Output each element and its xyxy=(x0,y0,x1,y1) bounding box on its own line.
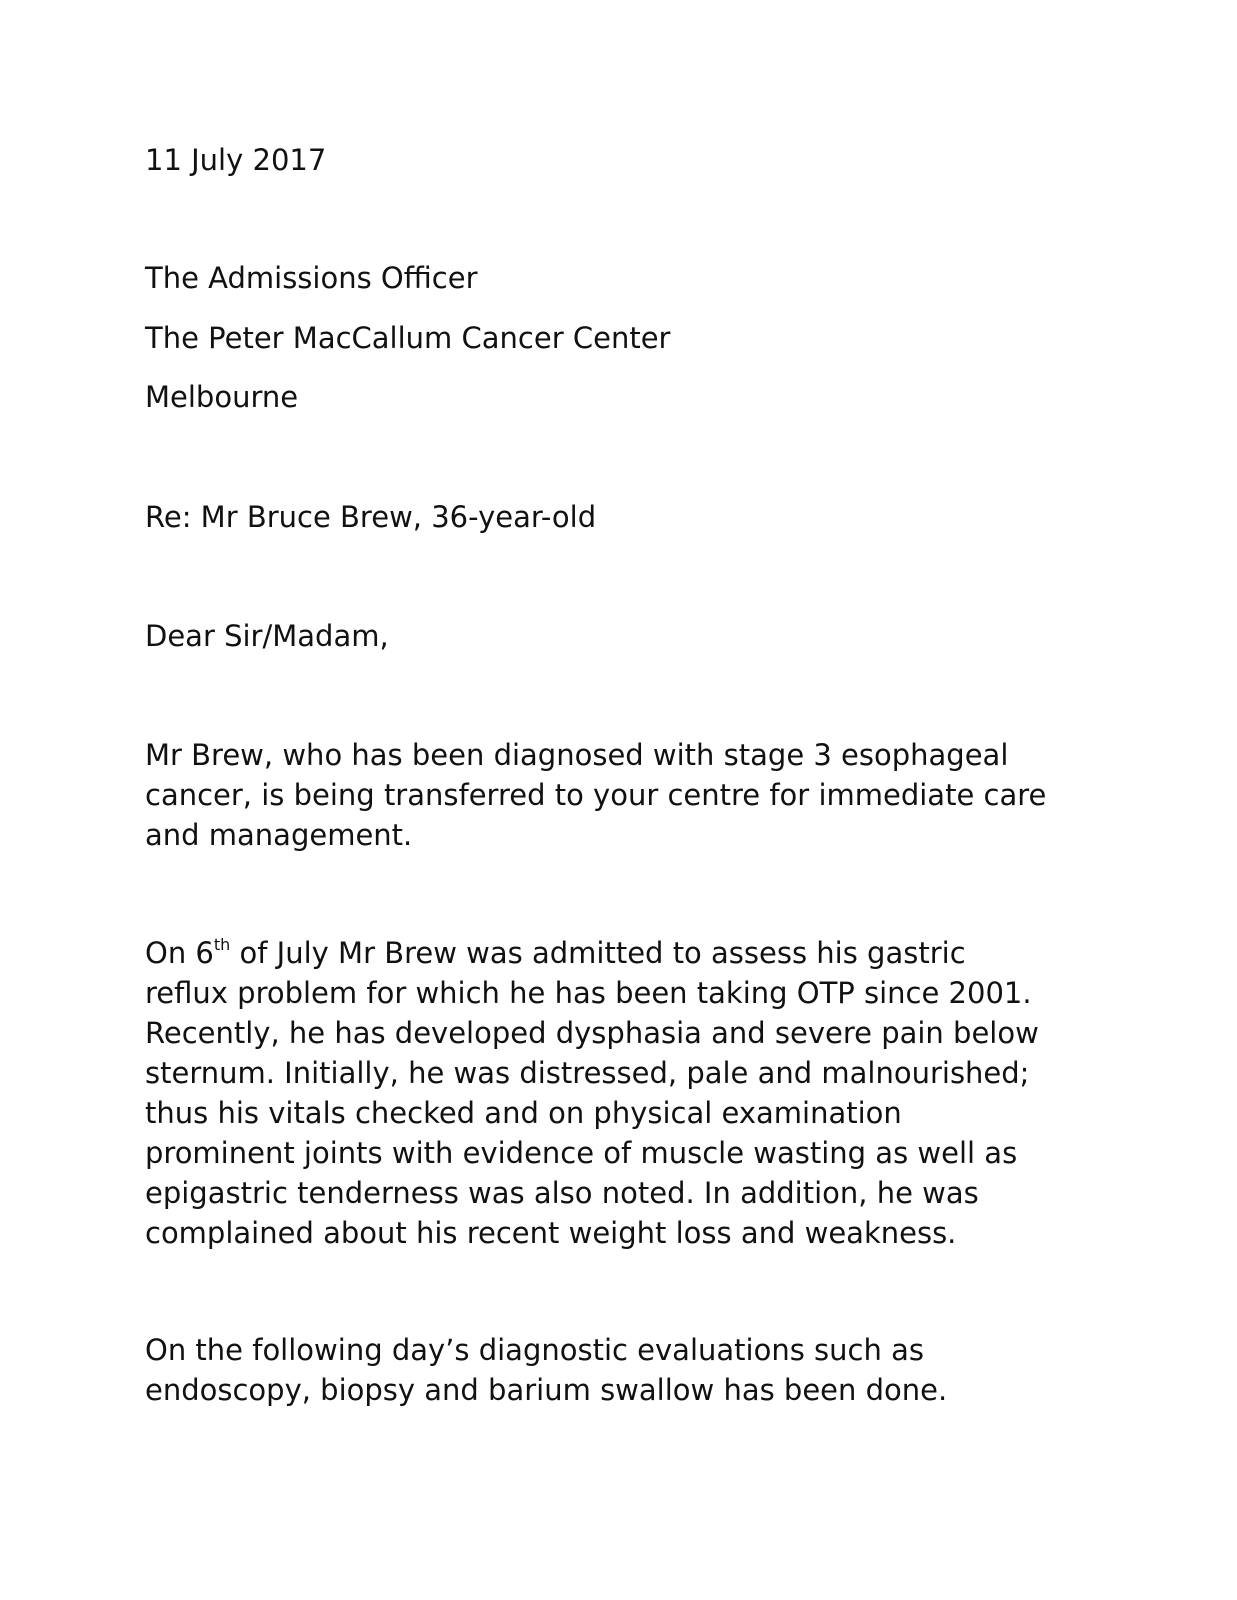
recipient-organization: The Peter MacCallum Cancer Center xyxy=(145,321,671,355)
paragraph-line: sternum. Initially, he was distressed, pale and malnourished; xyxy=(145,1056,1030,1090)
recipient-title: The Admissions Officer xyxy=(145,261,478,295)
subject-line: Re: Mr Bruce Brew, 36-year-old xyxy=(145,500,597,534)
line-prefix: On 6 xyxy=(145,936,214,970)
paragraph-line: complained about his recent weight loss and weakness. xyxy=(145,1216,957,1250)
paragraph-line: Recently, he has developed dysphasia and severe pain below xyxy=(145,1016,1039,1050)
line-suffix: of July Mr Brew was admitted to assess his gastric xyxy=(230,936,966,970)
recipient-city: Melbourne xyxy=(145,380,299,414)
paragraph-line: cancer, is being transferred to your centre for immediate care xyxy=(145,778,1047,812)
paragraph-transfer xyxy=(145,735,1105,855)
paragraph-line: Mr Brew, who has been diagnosed with stage 3 esophageal xyxy=(145,738,1009,772)
paragraph-line: On the following day’s diagnostic evaluations such as xyxy=(145,1333,924,1367)
paragraph-line: and management. xyxy=(145,818,413,852)
paragraph-line: thus his vitals checked and on physical examination xyxy=(145,1096,902,1130)
paragraph-line: endoscopy, biopsy and barium swallow has been done. xyxy=(145,1373,948,1407)
paragraph-admission xyxy=(145,933,1105,1253)
paragraph-line xyxy=(145,933,1105,973)
paragraph-line: prominent joints with evidence of muscle wasting as well as xyxy=(145,1136,1018,1170)
salutation: Dear Sir/Madam, xyxy=(145,619,389,653)
ordinal-suffix: th xyxy=(213,935,231,954)
paragraph-line: epigastric tenderness was also noted. In addition, he was xyxy=(145,1176,979,1210)
paragraph-line: reflux problem for which he has been taking OTP since 2001. xyxy=(145,976,1032,1010)
paragraph-diagnostics xyxy=(145,1330,1105,1410)
letter-date: 11 July 2017 xyxy=(145,143,327,177)
